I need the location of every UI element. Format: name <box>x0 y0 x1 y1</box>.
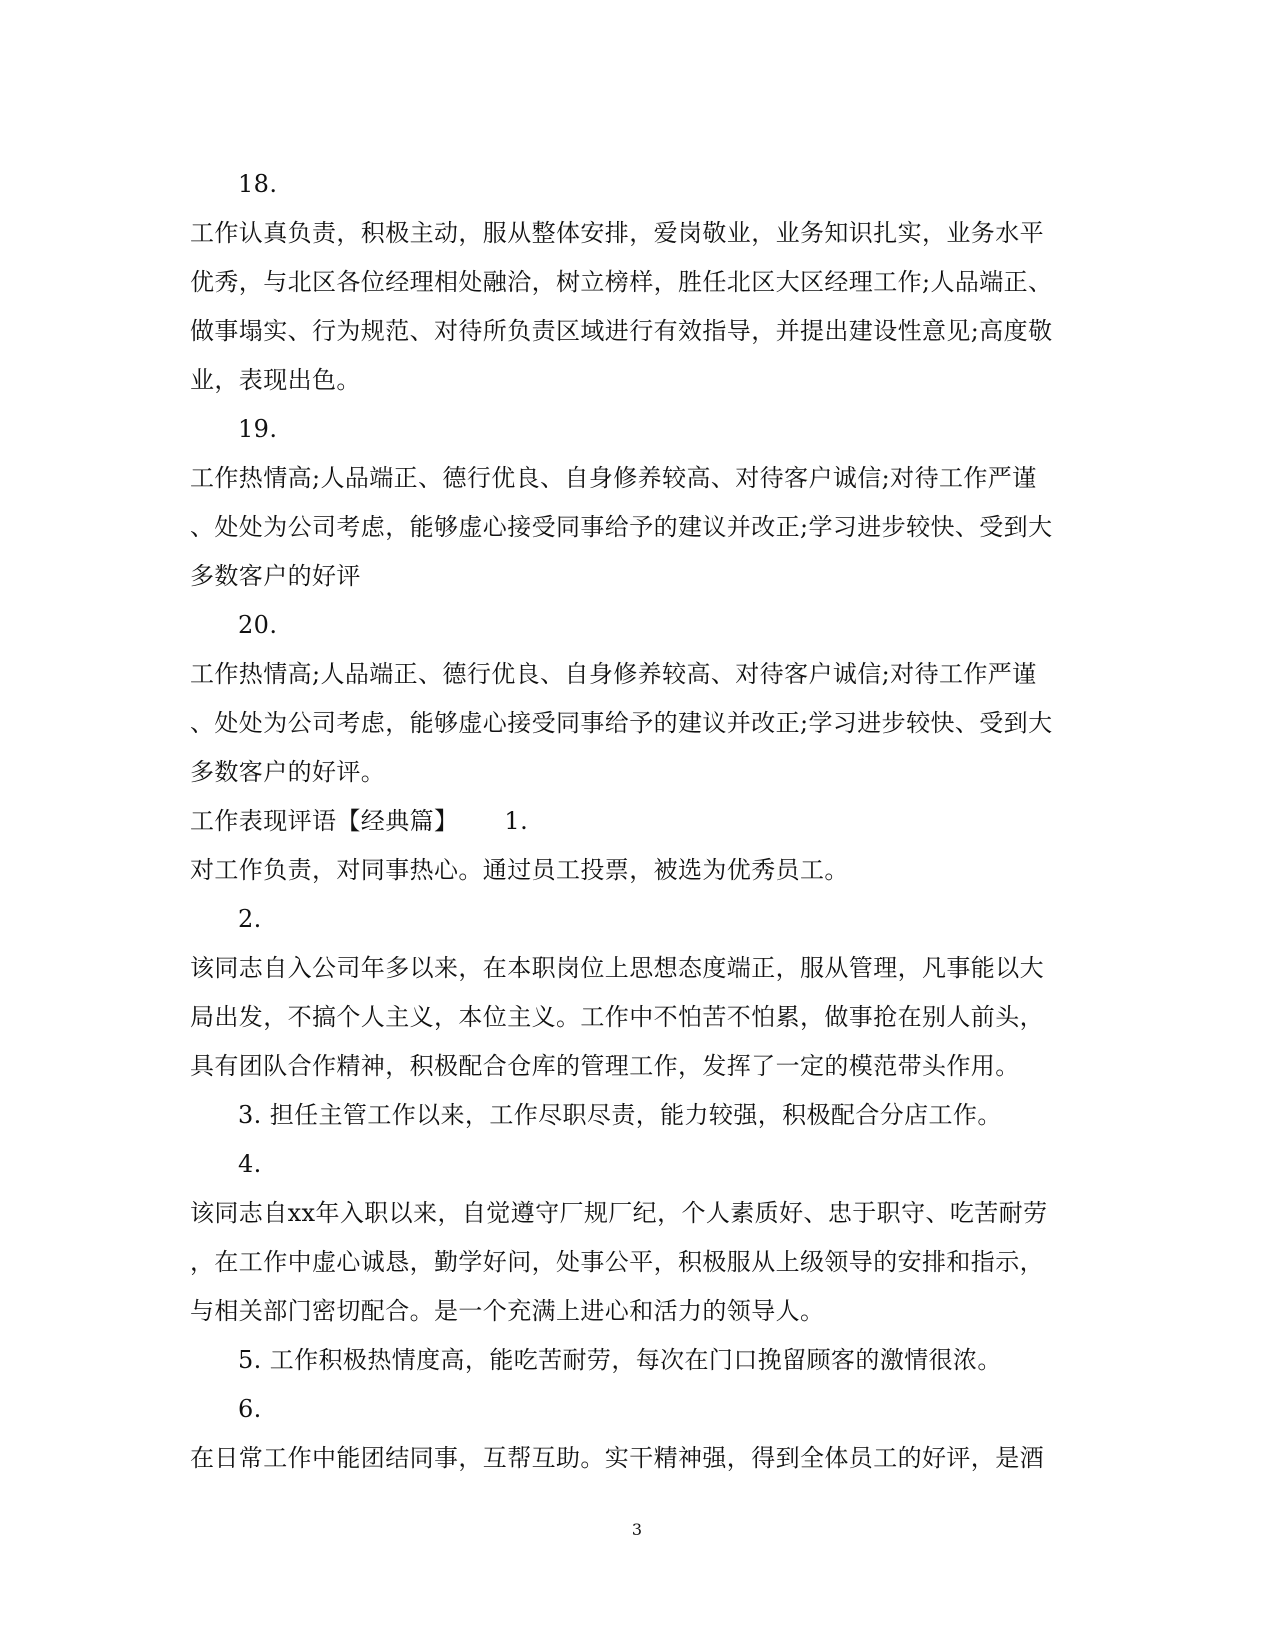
item-number-2: 2. <box>238 905 262 933</box>
section-heading-line <box>190 797 1070 846</box>
item-number-4: 4. <box>238 1150 262 1178</box>
paragraph-line: 、处处为公司考虑，能够虚心接受同事给予的建议并改正;学习进步较快、受到大 <box>190 709 1053 737</box>
page-number: 3 <box>631 1520 643 1539</box>
paragraph-line: 局出发，不搞个人主义，本位主义。工作中不怕苦不怕累，做事抢在别人前头， <box>190 1003 1044 1031</box>
paragraph-line: 、处处为公司考虑，能够虚心接受同事给予的建议并改正;学习进步较快、受到大 <box>190 513 1053 541</box>
paragraph-line: 该同志自入公司年多以来，在本职岗位上思想态度端正，服从管理，凡事能以大 <box>190 954 1044 982</box>
paragraph-line: 工作认真负责，积极主动，服从整体安排，爱岗敬业，业务知识扎实，业务水平 <box>190 219 1044 247</box>
paragraph-line: 多数客户的好评 <box>190 562 361 590</box>
item-number-18: 18. <box>238 170 278 198</box>
paragraph-line: 与相关部门密切配合。是一个充满上进心和活力的领导人。 <box>190 1297 825 1325</box>
item-3-line: 3. 担任主管工作以来，工作尽职尽责，能力较强，积极配合分店工作。 <box>238 1101 1002 1129</box>
paragraph-line: 在日常工作中能团结同事，互帮互助。实干精神强，得到全体员工的好评，是酒 <box>190 1444 1044 1472</box>
paragraph-line: 做事塌实、行为规范、对待所负责区域进行有效指导，并提出建设性意见;高度敬 <box>190 317 1053 345</box>
item-5-line: 5. 工作积极热情度高，能吃苦耐劳，每次在门口挽留顾客的激情很浓。 <box>238 1346 1002 1374</box>
paragraph-line: 优秀，与北区各位经理相处融洽，树立榜样，胜任北区大区经理工作;人品端正、 <box>190 268 1053 296</box>
paragraph-line: 该同志自xx年入职以来，自觉遵守厂规厂纪，个人素质好、忠于职守、吃苦耐劳 <box>190 1199 1048 1227</box>
paragraph-line: ，在工作中虚心诚恳，勤学好问，处事公平，积极服从上级领导的安排和指示， <box>190 1248 1044 1276</box>
item-number-1: 1. <box>504 807 529 835</box>
paragraph-line: 多数客户的好评。 <box>190 758 386 786</box>
document-body <box>190 160 1070 1483</box>
paragraph-line: 对工作负责，对同事热心。通过员工投票，被选为优秀员工。 <box>190 856 849 884</box>
item-number-19: 19. <box>238 415 278 443</box>
paragraph-line: 具有团队合作精神，积极配合仓库的管理工作，发挥了一定的模范带头作用。 <box>190 1052 1020 1080</box>
paragraph-line: 业，表现出色。 <box>190 366 361 394</box>
item-number-6: 6. <box>238 1395 262 1423</box>
item-number-20: 20. <box>238 611 278 639</box>
paragraph-line: 工作热情高;人品端正、德行优良、自身修养较高、对待客户诚信;对待工作严谨 <box>190 660 1037 688</box>
paragraph-line: 工作热情高;人品端正、德行优良、自身修养较高、对待客户诚信;对待工作严谨 <box>190 464 1037 492</box>
section-heading: 工作表现评语【经典篇】 <box>190 807 459 835</box>
